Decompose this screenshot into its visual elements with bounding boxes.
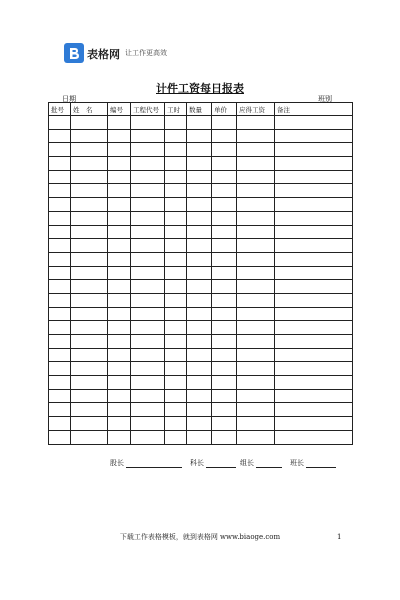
- table-row: [49, 280, 353, 294]
- table-cell[interactable]: [131, 239, 165, 253]
- table-cell[interactable]: [108, 266, 131, 280]
- column-header: 数量: [187, 103, 212, 116]
- table-cell[interactable]: [165, 211, 187, 225]
- table-cell[interactable]: [131, 348, 165, 362]
- table-cell[interactable]: [131, 389, 165, 403]
- table-cell[interactable]: [165, 184, 187, 198]
- table-cell[interactable]: [165, 430, 187, 444]
- date-label: 日期: [62, 95, 76, 103]
- table-cell[interactable]: [108, 211, 131, 225]
- report-title: 计件工资每日报表: [156, 82, 244, 95]
- table-cell[interactable]: [49, 362, 71, 376]
- table-cell[interactable]: [108, 430, 131, 444]
- table-cell[interactable]: [212, 157, 237, 171]
- table-cell[interactable]: [71, 335, 108, 349]
- table-cell[interactable]: [49, 430, 71, 444]
- table-cell[interactable]: [71, 239, 108, 253]
- class-leader-line[interactable]: [306, 459, 336, 468]
- table-cell[interactable]: [131, 321, 165, 335]
- table-cell[interactable]: [275, 335, 353, 349]
- table-cell[interactable]: [165, 266, 187, 280]
- table-cell[interactable]: [71, 280, 108, 294]
- table-row: [49, 321, 353, 335]
- table-cell[interactable]: [237, 184, 275, 198]
- class-leader-label: 班长: [290, 459, 304, 467]
- table-cell[interactable]: [212, 143, 237, 157]
- table-cell[interactable]: [131, 116, 165, 130]
- table-cell[interactable]: [108, 376, 131, 390]
- table-cell[interactable]: [187, 129, 212, 143]
- table-cell[interactable]: [165, 389, 187, 403]
- table-cell[interactable]: [212, 403, 237, 417]
- table-cell[interactable]: [131, 157, 165, 171]
- table-cell[interactable]: [49, 389, 71, 403]
- table-cell[interactable]: [187, 362, 212, 376]
- table-cell[interactable]: [49, 184, 71, 198]
- table-cell[interactable]: [165, 129, 187, 143]
- table-cell[interactable]: [275, 143, 353, 157]
- brand-slogan: 让工作更高效: [125, 49, 167, 57]
- table-cell[interactable]: [49, 129, 71, 143]
- table-cell[interactable]: [187, 225, 212, 239]
- table-row: [49, 211, 353, 225]
- table-cell[interactable]: [71, 129, 108, 143]
- table-cell[interactable]: [131, 211, 165, 225]
- table-cell[interactable]: [49, 170, 71, 184]
- table-cell[interactable]: [108, 198, 131, 212]
- table-cell[interactable]: [187, 430, 212, 444]
- table-cell[interactable]: [212, 307, 237, 321]
- table-cell[interactable]: [212, 376, 237, 390]
- class-label: 班别: [318, 95, 332, 103]
- table-cell[interactable]: [237, 116, 275, 130]
- table-cell[interactable]: [237, 280, 275, 294]
- table-cell[interactable]: [71, 362, 108, 376]
- table-cell[interactable]: [212, 335, 237, 349]
- table-cell[interactable]: [187, 170, 212, 184]
- table-cell[interactable]: [212, 211, 237, 225]
- table-cell[interactable]: [49, 417, 71, 431]
- table-row: [49, 348, 353, 362]
- table-cell[interactable]: [71, 225, 108, 239]
- column-header: 单价: [212, 103, 237, 116]
- table-cell[interactable]: [237, 239, 275, 253]
- table-cell[interactable]: [275, 266, 353, 280]
- table-cell[interactable]: [275, 293, 353, 307]
- brand-name: 表格网: [87, 48, 120, 61]
- table-cell[interactable]: [165, 225, 187, 239]
- table-cell[interactable]: [275, 307, 353, 321]
- table-cell[interactable]: [165, 417, 187, 431]
- page-number: 1: [337, 533, 342, 541]
- brand-logo-icon: [64, 43, 84, 63]
- column-header: 编号: [108, 103, 131, 116]
- table-cell[interactable]: [275, 239, 353, 253]
- table-cell[interactable]: [71, 348, 108, 362]
- table-cell[interactable]: [131, 430, 165, 444]
- table-cell[interactable]: [237, 252, 275, 266]
- table-row: [49, 417, 353, 431]
- table-cell[interactable]: [212, 348, 237, 362]
- table-cell[interactable]: [187, 321, 212, 335]
- table-cell[interactable]: [237, 403, 275, 417]
- table-cell[interactable]: [131, 280, 165, 294]
- table-cell[interactable]: [131, 403, 165, 417]
- column-header: 批号: [49, 103, 71, 116]
- table-cell[interactable]: [187, 252, 212, 266]
- table-cell[interactable]: [71, 376, 108, 390]
- column-header: 工程代号: [131, 103, 165, 116]
- table-header-row: [49, 103, 353, 116]
- table-cell[interactable]: [275, 417, 353, 431]
- table-cell[interactable]: [108, 307, 131, 321]
- table-cell[interactable]: [237, 143, 275, 157]
- table-cell[interactable]: [275, 362, 353, 376]
- column-header: 姓 名: [71, 103, 108, 116]
- table-cell[interactable]: [187, 307, 212, 321]
- report-table: [48, 102, 353, 445]
- table-cell[interactable]: [49, 198, 71, 212]
- column-header: 备注: [275, 103, 353, 116]
- department-chief-label: 科长: [190, 459, 204, 467]
- table-cell[interactable]: [237, 225, 275, 239]
- table-cell[interactable]: [237, 417, 275, 431]
- table-cell[interactable]: [108, 280, 131, 294]
- table-cell[interactable]: [237, 430, 275, 444]
- table-cell[interactable]: [165, 198, 187, 212]
- table-cell[interactable]: [187, 116, 212, 130]
- table-cell[interactable]: [275, 403, 353, 417]
- table-cell[interactable]: [237, 129, 275, 143]
- table-cell[interactable]: [275, 129, 353, 143]
- table-cell[interactable]: [165, 376, 187, 390]
- table-cell[interactable]: [108, 252, 131, 266]
- table-cell[interactable]: [237, 348, 275, 362]
- table-cell[interactable]: [212, 362, 237, 376]
- table-cell[interactable]: [275, 225, 353, 239]
- table-cell[interactable]: [237, 266, 275, 280]
- table-cell[interactable]: [165, 403, 187, 417]
- table-cell[interactable]: [237, 376, 275, 390]
- table-cell[interactable]: [275, 430, 353, 444]
- table-row: [49, 362, 353, 376]
- table-cell[interactable]: [237, 389, 275, 403]
- table-cell[interactable]: [275, 348, 353, 362]
- table-cell[interactable]: [71, 307, 108, 321]
- table-row: [49, 376, 353, 390]
- table-cell[interactable]: [165, 335, 187, 349]
- table-cell[interactable]: [187, 211, 212, 225]
- table-cell[interactable]: [187, 348, 212, 362]
- group-leader-line[interactable]: [256, 459, 282, 468]
- table-cell[interactable]: [71, 293, 108, 307]
- table-cell[interactable]: [108, 389, 131, 403]
- table-cell[interactable]: [212, 417, 237, 431]
- table-cell[interactable]: [131, 266, 165, 280]
- column-header: 应得工资: [237, 103, 275, 116]
- table-cell[interactable]: [108, 184, 131, 198]
- table-cell[interactable]: [71, 430, 108, 444]
- table-cell[interactable]: [275, 376, 353, 390]
- table-cell[interactable]: [71, 157, 108, 171]
- table-cell[interactable]: [108, 403, 131, 417]
- table-cell[interactable]: [237, 335, 275, 349]
- section-chief-label: 股长: [110, 459, 124, 467]
- table-cell[interactable]: [131, 335, 165, 349]
- table-cell[interactable]: [49, 225, 71, 239]
- table-cell[interactable]: [49, 321, 71, 335]
- table-cell[interactable]: [237, 362, 275, 376]
- table-cell[interactable]: [275, 157, 353, 171]
- table-row: [49, 157, 353, 171]
- table-cell[interactable]: [108, 417, 131, 431]
- table-row: [49, 198, 353, 212]
- table-cell[interactable]: [212, 280, 237, 294]
- table-cell[interactable]: [165, 157, 187, 171]
- table-row: [49, 266, 353, 280]
- table-cell[interactable]: [212, 389, 237, 403]
- department-chief-signature: [190, 458, 236, 468]
- table-cell[interactable]: [275, 211, 353, 225]
- table-cell[interactable]: [131, 198, 165, 212]
- table-cell[interactable]: [131, 376, 165, 390]
- table-cell[interactable]: [49, 252, 71, 266]
- table-cell[interactable]: [212, 252, 237, 266]
- table-cell[interactable]: [49, 143, 71, 157]
- table-cell[interactable]: [237, 321, 275, 335]
- table-cell[interactable]: [187, 184, 212, 198]
- table-cell[interactable]: [49, 280, 71, 294]
- table-row: [49, 403, 353, 417]
- table-cell[interactable]: [212, 293, 237, 307]
- table-cell[interactable]: [49, 266, 71, 280]
- table-cell[interactable]: [187, 280, 212, 294]
- group-leader-label: 组长: [240, 459, 254, 467]
- table-cell[interactable]: [237, 157, 275, 171]
- table-row: [49, 225, 353, 239]
- table-cell[interactable]: [275, 252, 353, 266]
- table-cell[interactable]: [108, 157, 131, 171]
- table-cell[interactable]: [275, 280, 353, 294]
- table-cell[interactable]: [49, 403, 71, 417]
- table-cell[interactable]: [108, 239, 131, 253]
- table-row: [49, 389, 353, 403]
- table-cell[interactable]: [131, 307, 165, 321]
- table-cell[interactable]: [108, 335, 131, 349]
- table-cell[interactable]: [275, 198, 353, 212]
- table-row: [49, 307, 353, 321]
- column-header: 工时: [165, 103, 187, 116]
- table-cell[interactable]: [71, 198, 108, 212]
- table-cell[interactable]: [49, 239, 71, 253]
- table-row: [49, 293, 353, 307]
- table-row: [49, 252, 353, 266]
- table-row: [49, 239, 353, 253]
- table-cell[interactable]: [187, 239, 212, 253]
- table-cell[interactable]: [187, 335, 212, 349]
- table-cell[interactable]: [165, 143, 187, 157]
- table-cell[interactable]: [71, 417, 108, 431]
- table-cell[interactable]: [71, 170, 108, 184]
- table-cell[interactable]: [131, 225, 165, 239]
- class-leader-signature: [290, 458, 336, 468]
- table-cell[interactable]: [49, 293, 71, 307]
- table-cell[interactable]: [131, 417, 165, 431]
- table-cell[interactable]: [212, 129, 237, 143]
- table-cell[interactable]: [71, 211, 108, 225]
- table-cell[interactable]: [49, 307, 71, 321]
- table-cell[interactable]: [131, 129, 165, 143]
- table-cell[interactable]: [71, 266, 108, 280]
- table-cell[interactable]: [49, 116, 71, 130]
- table-cell[interactable]: [212, 321, 237, 335]
- table-cell[interactable]: [187, 143, 212, 157]
- table-cell[interactable]: [71, 184, 108, 198]
- table-cell[interactable]: [49, 335, 71, 349]
- table-cell[interactable]: [49, 348, 71, 362]
- table-cell[interactable]: [187, 376, 212, 390]
- table-cell[interactable]: [275, 389, 353, 403]
- group-leader-signature: [240, 458, 282, 468]
- table-cell[interactable]: [237, 307, 275, 321]
- table-cell[interactable]: [108, 293, 131, 307]
- table-cell[interactable]: [71, 403, 108, 417]
- table-cell[interactable]: [71, 116, 108, 130]
- table-cell[interactable]: [165, 239, 187, 253]
- table-cell[interactable]: [187, 389, 212, 403]
- table-cell[interactable]: [165, 116, 187, 130]
- table-row: [49, 170, 353, 184]
- table-cell[interactable]: [108, 362, 131, 376]
- table-cell[interactable]: [165, 362, 187, 376]
- table-cell[interactable]: [108, 321, 131, 335]
- table-cell[interactable]: [131, 184, 165, 198]
- section-chief-line[interactable]: [126, 459, 182, 468]
- table-cell[interactable]: [275, 116, 353, 130]
- table-cell[interactable]: [165, 170, 187, 184]
- table-cell[interactable]: [187, 417, 212, 431]
- table-cell[interactable]: [165, 307, 187, 321]
- table-cell[interactable]: [131, 362, 165, 376]
- table-cell[interactable]: [49, 376, 71, 390]
- table-cell[interactable]: [165, 252, 187, 266]
- table-cell[interactable]: [187, 293, 212, 307]
- table-row: [49, 184, 353, 198]
- table-cell[interactable]: [71, 252, 108, 266]
- table-cell[interactable]: [212, 184, 237, 198]
- table-cell[interactable]: [212, 116, 237, 130]
- footer-text: 下载工作表格模板，就到表格网 www.biaoge.com: [119, 533, 281, 541]
- table-cell[interactable]: [71, 321, 108, 335]
- table-cell[interactable]: [108, 170, 131, 184]
- table-cell[interactable]: [49, 211, 71, 225]
- table-cell[interactable]: [212, 225, 237, 239]
- table-cell[interactable]: [108, 348, 131, 362]
- table-row: [49, 143, 353, 157]
- table-cell[interactable]: [212, 198, 237, 212]
- table-cell[interactable]: [212, 430, 237, 444]
- table-cell[interactable]: [187, 157, 212, 171]
- department-chief-line[interactable]: [206, 459, 236, 468]
- table-row: [49, 129, 353, 143]
- table-cell[interactable]: [275, 170, 353, 184]
- table-cell[interactable]: [131, 293, 165, 307]
- logo-glyph-icon: [67, 46, 81, 60]
- table-cell[interactable]: [71, 143, 108, 157]
- table-cell[interactable]: [237, 198, 275, 212]
- table-cell[interactable]: [187, 266, 212, 280]
- table-cell[interactable]: [49, 157, 71, 171]
- table-cell[interactable]: [131, 170, 165, 184]
- table-cell[interactable]: [165, 280, 187, 294]
- table-cell[interactable]: [237, 211, 275, 225]
- table-cell[interactable]: [212, 239, 237, 253]
- table-cell[interactable]: [165, 293, 187, 307]
- table-cell[interactable]: [71, 389, 108, 403]
- table-cell[interactable]: [187, 403, 212, 417]
- table-cell[interactable]: [275, 184, 353, 198]
- table-row: [49, 335, 353, 349]
- table-cell[interactable]: [275, 321, 353, 335]
- table-row: [49, 430, 353, 444]
- table-cell[interactable]: [108, 129, 131, 143]
- table-cell[interactable]: [165, 321, 187, 335]
- table-cell[interactable]: [212, 266, 237, 280]
- table-cell[interactable]: [212, 170, 237, 184]
- table-cell[interactable]: [108, 116, 131, 130]
- table-cell[interactable]: [237, 293, 275, 307]
- table-cell[interactable]: [131, 143, 165, 157]
- table-cell[interactable]: [131, 252, 165, 266]
- section-chief-signature: [110, 458, 182, 468]
- table-cell[interactable]: [165, 348, 187, 362]
- table-cell[interactable]: [237, 170, 275, 184]
- table-cell[interactable]: [108, 225, 131, 239]
- table-cell[interactable]: [108, 143, 131, 157]
- table-cell[interactable]: [187, 198, 212, 212]
- table-row: [49, 116, 353, 130]
